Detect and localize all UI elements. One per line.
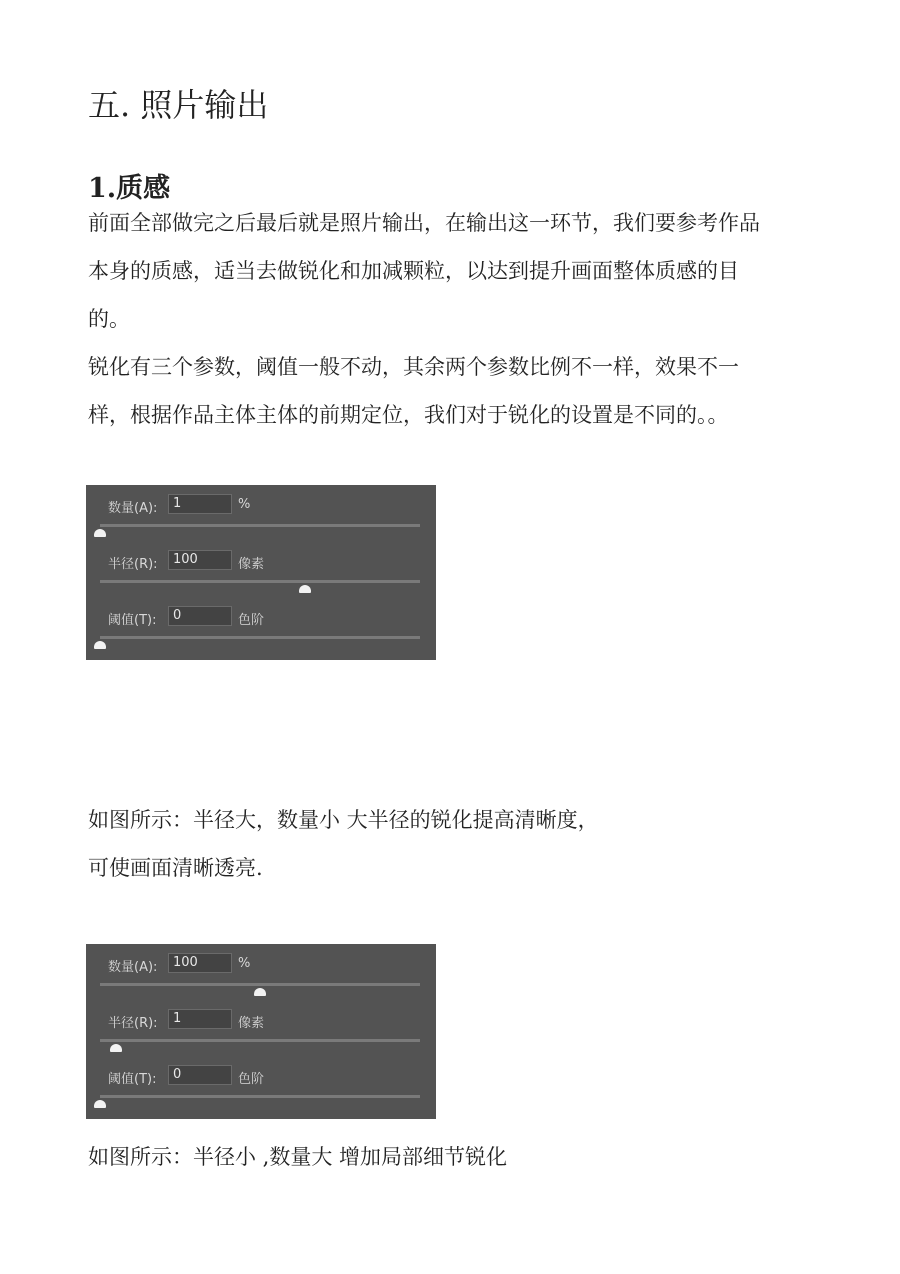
- sharpen-panel-1: [86, 485, 436, 660]
- amount-unit: %: [238, 956, 251, 971]
- threshold-slider-thumb[interactable]: [94, 641, 106, 649]
- caption-1: [88, 796, 599, 892]
- amount-input[interactable]: 100: [168, 953, 232, 973]
- radius-row: [86, 541, 436, 597]
- radius-slider-thumb[interactable]: [110, 1044, 122, 1052]
- threshold-unit: 色阶: [238, 1072, 265, 1087]
- caption-line: 如图所示：半径大，数量小 大半径的锐化提高清晰度，: [88, 808, 599, 832]
- amount-slider-track[interactable]: [100, 983, 420, 986]
- amount-slider-track[interactable]: [100, 524, 420, 527]
- amount-slider-thumb[interactable]: [254, 988, 266, 996]
- amount-slider-thumb[interactable]: [94, 529, 106, 537]
- threshold-unit: 色阶: [238, 613, 265, 628]
- paragraph-line: 前面全部做完之后最后就是照片输出，在输出这一环节，我们要参考作品: [88, 211, 760, 235]
- caption-line: 可使画面清晰透亮.: [88, 856, 263, 880]
- radius-slider-thumb[interactable]: [299, 585, 311, 593]
- radius-label: 半径(R):: [108, 1016, 158, 1031]
- radius-input[interactable]: 1: [168, 1009, 232, 1029]
- caption-2: 如图所示：半径小 ,数量大 增加局部细节锐化: [88, 1145, 508, 1169]
- subsection-title: 1.质感: [88, 173, 171, 204]
- radius-input[interactable]: 100: [168, 550, 232, 570]
- threshold-label: 阈值(T):: [108, 613, 157, 628]
- body-text: [88, 199, 760, 439]
- amount-row: [86, 485, 436, 541]
- amount-unit: %: [238, 497, 251, 512]
- amount-label: 数量(A):: [108, 960, 158, 975]
- paragraph-line: 的。: [88, 307, 130, 331]
- radius-unit: 像素: [238, 1016, 265, 1031]
- threshold-row: [86, 597, 436, 653]
- threshold-input[interactable]: 0: [168, 1065, 232, 1085]
- radius-slider-track[interactable]: [100, 1039, 420, 1042]
- radius-slider-track[interactable]: [100, 580, 420, 583]
- threshold-input[interactable]: 0: [168, 606, 232, 626]
- threshold-row: [86, 1056, 436, 1112]
- radius-row: [86, 1000, 436, 1056]
- threshold-slider-track[interactable]: [100, 636, 420, 639]
- radius-label: 半径(R):: [108, 557, 158, 572]
- sharpen-panel-2: [86, 944, 436, 1119]
- paragraph-line: 本身的质感，适当去做锐化和加减颗粒，以达到提升画面整体质感的目: [88, 259, 739, 283]
- paragraph-line: 样，根据作品主体主体的前期定位，我们对于锐化的设置是不同的。。: [88, 403, 729, 427]
- amount-label: 数量(A):: [108, 501, 158, 516]
- amount-input[interactable]: 1: [168, 494, 232, 514]
- amount-row: [86, 944, 436, 1000]
- threshold-slider-track[interactable]: [100, 1095, 420, 1098]
- threshold-slider-thumb[interactable]: [94, 1100, 106, 1108]
- radius-unit: 像素: [238, 557, 265, 572]
- threshold-label: 阈值(T):: [108, 1072, 157, 1087]
- paragraph-line: 锐化有三个参数，阈值一般不动，其余两个参数比例不一样，效果不一: [88, 355, 739, 379]
- section-title: 五. 照片输出: [88, 86, 269, 124]
